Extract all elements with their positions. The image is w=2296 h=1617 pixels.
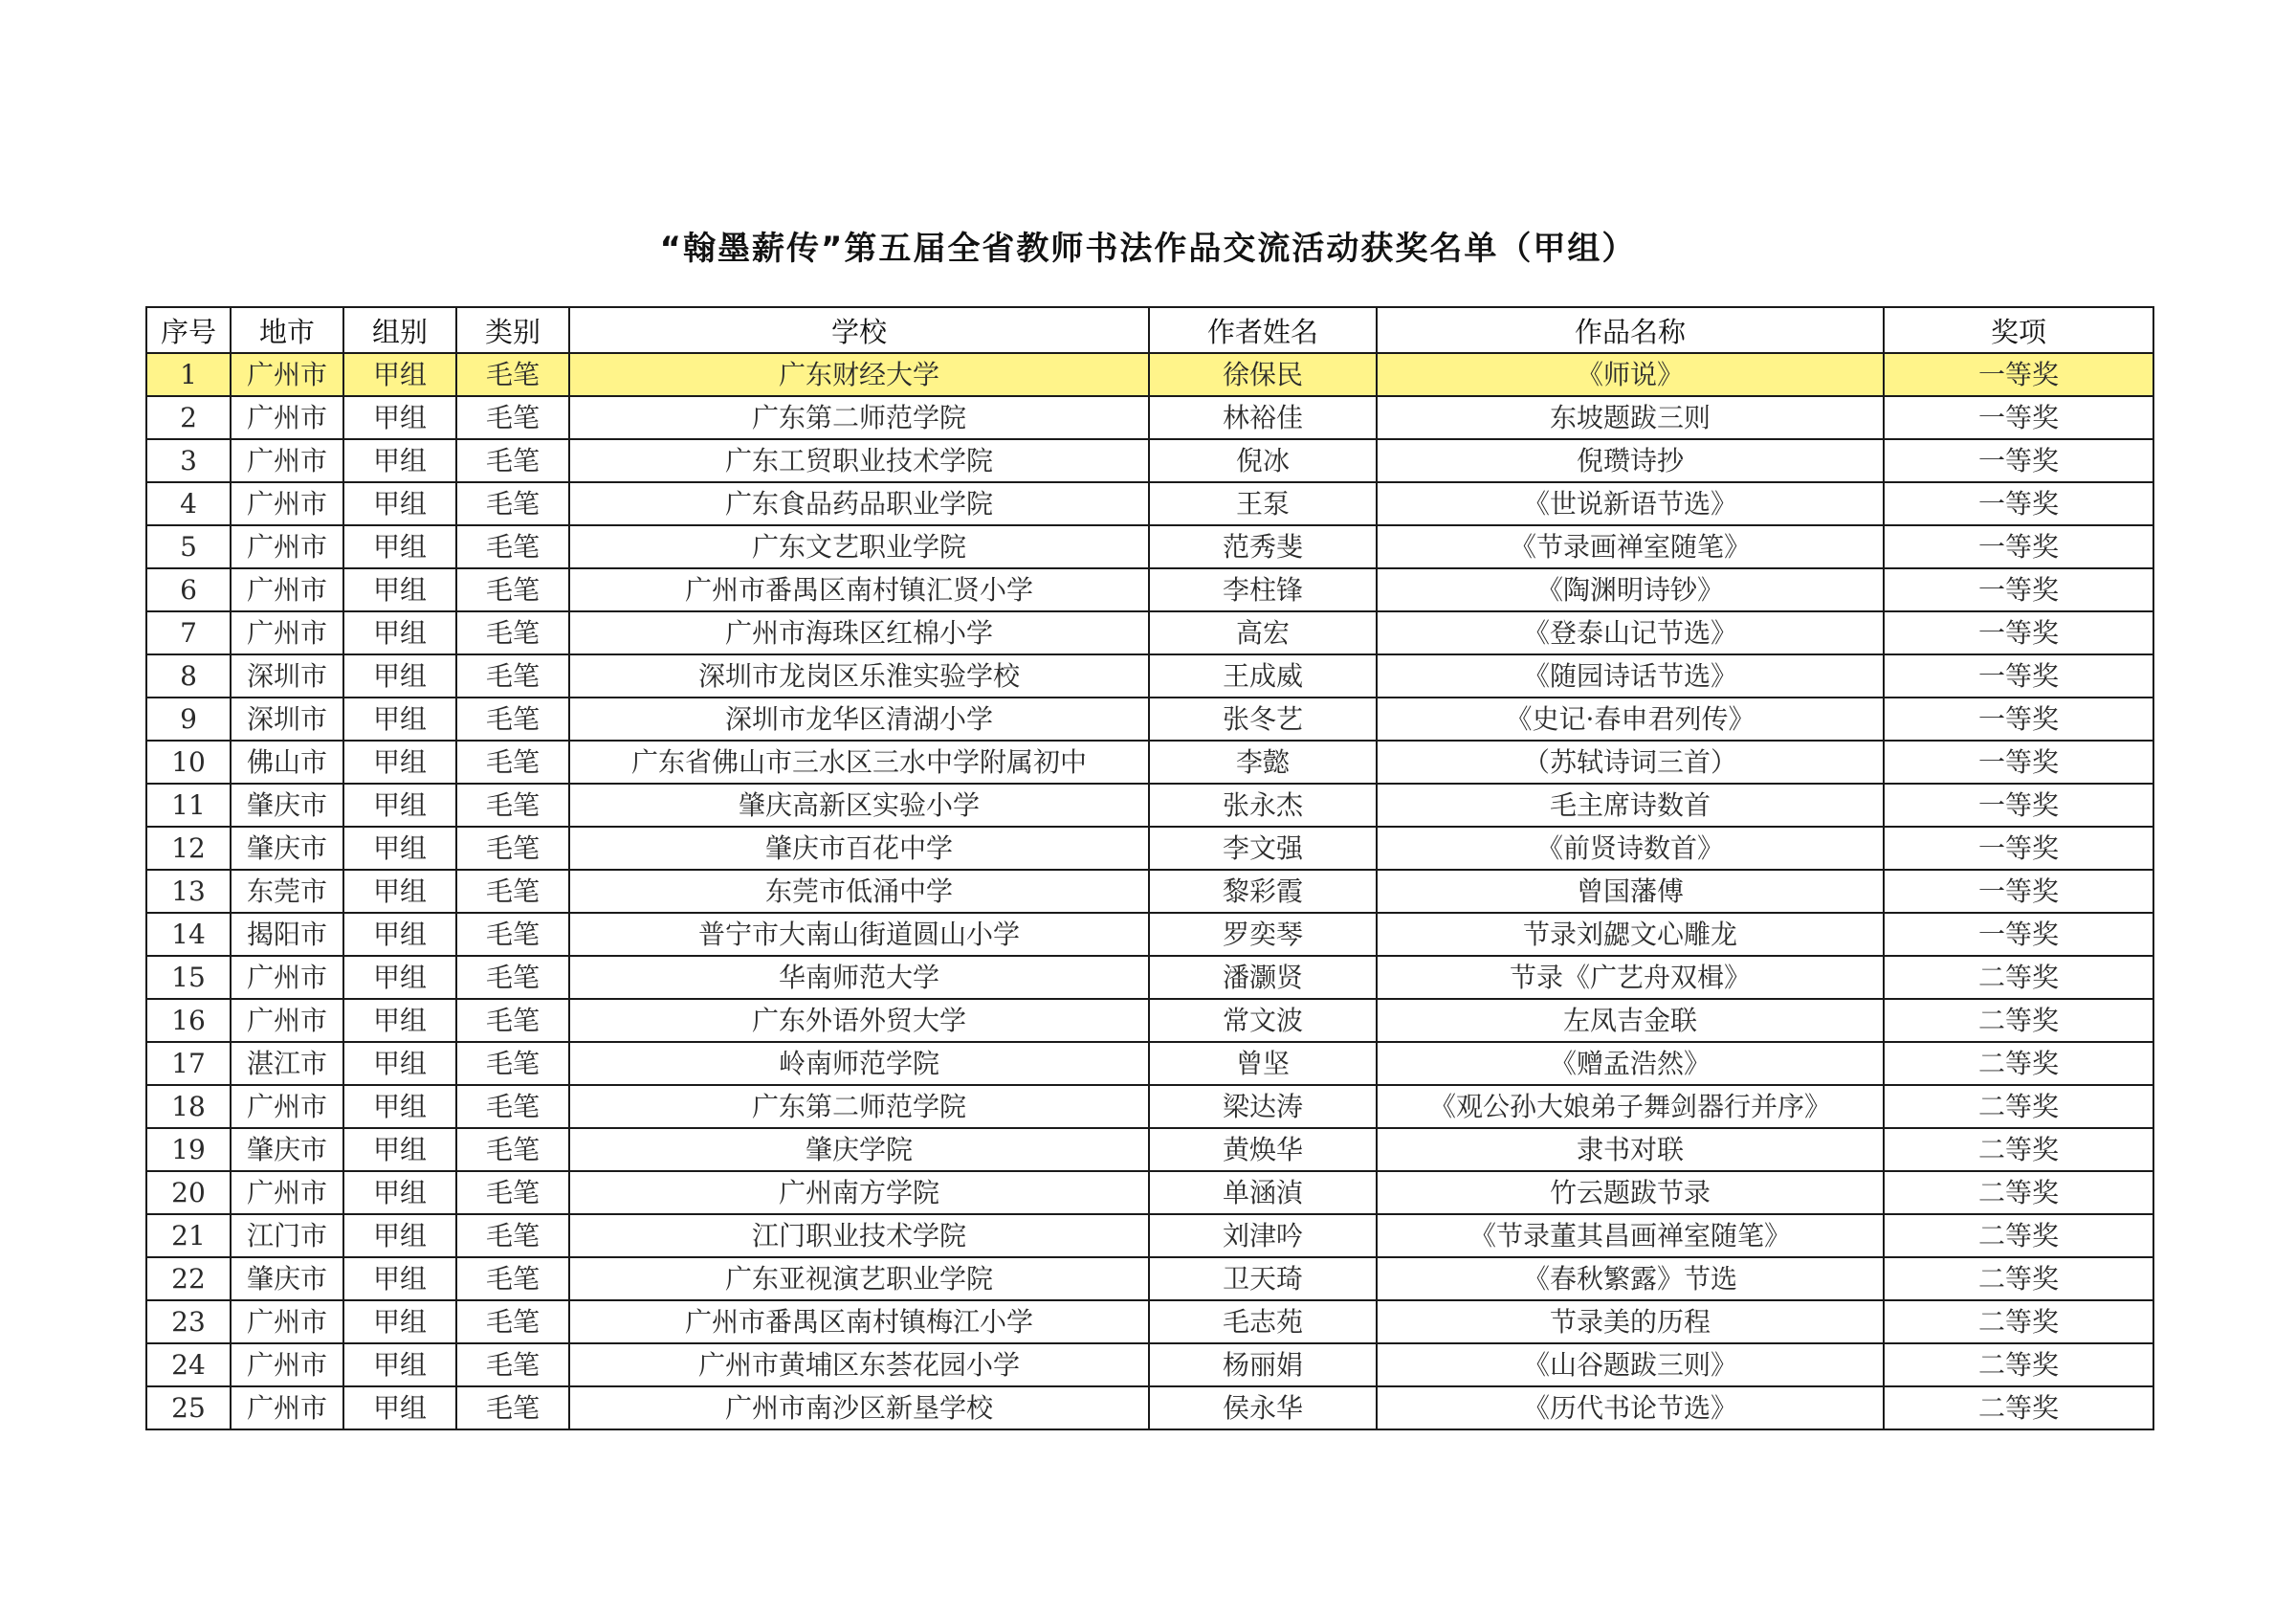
cell-award: 二等奖 bbox=[1884, 1386, 2153, 1429]
cell-category: 毛笔 bbox=[456, 913, 569, 956]
cell-school: 广州市番禺区南村镇梅江小学 bbox=[569, 1300, 1149, 1343]
cell-group: 甲组 bbox=[343, 1386, 456, 1429]
cell-category: 毛笔 bbox=[456, 784, 569, 827]
cell-work: 《登泰山记节选》 bbox=[1377, 611, 1884, 654]
cell-award: 一等奖 bbox=[1884, 482, 2153, 525]
cell-author: 卫天琦 bbox=[1149, 1257, 1377, 1300]
cell-city: 广州市 bbox=[231, 956, 343, 999]
cell-city: 广州市 bbox=[231, 396, 343, 439]
cell-award: 一等奖 bbox=[1884, 784, 2153, 827]
header-group: 组别 bbox=[343, 307, 456, 353]
cell-city: 广州市 bbox=[231, 439, 343, 482]
cell-school: 华南师范大学 bbox=[569, 956, 1149, 999]
cell-award: 一等奖 bbox=[1884, 870, 2153, 913]
cell-work: 倪瓒诗抄 bbox=[1377, 439, 1884, 482]
cell-no: 21 bbox=[146, 1214, 231, 1257]
cell-author: 林裕佳 bbox=[1149, 396, 1377, 439]
cell-city: 深圳市 bbox=[231, 654, 343, 698]
table-row bbox=[146, 784, 2153, 827]
cell-school: 肇庆学院 bbox=[569, 1128, 1149, 1171]
cell-work: 节录刘勰文心雕龙 bbox=[1377, 913, 1884, 956]
cell-city: 深圳市 bbox=[231, 698, 343, 741]
cell-no: 13 bbox=[146, 870, 231, 913]
cell-work: 隶书对联 bbox=[1377, 1128, 1884, 1171]
cell-school: 广东第二师范学院 bbox=[569, 396, 1149, 439]
cell-award: 一等奖 bbox=[1884, 741, 2153, 784]
cell-award: 一等奖 bbox=[1884, 913, 2153, 956]
cell-city: 肇庆市 bbox=[231, 1128, 343, 1171]
cell-city: 佛山市 bbox=[231, 741, 343, 784]
cell-group: 甲组 bbox=[343, 1300, 456, 1343]
cell-school: 广东外语外贸大学 bbox=[569, 999, 1149, 1042]
table-row bbox=[146, 654, 2153, 698]
cell-work: 节录美的历程 bbox=[1377, 1300, 1884, 1343]
cell-work: 《观公孙大娘弟子舞剑器行并序》 bbox=[1377, 1085, 1884, 1128]
cell-group: 甲组 bbox=[343, 698, 456, 741]
cell-work: 《山谷题跋三则》 bbox=[1377, 1343, 1884, 1386]
cell-school: 广州市黄埔区东荟花园小学 bbox=[569, 1343, 1149, 1386]
cell-award: 一等奖 bbox=[1884, 698, 2153, 741]
cell-group: 甲组 bbox=[343, 1128, 456, 1171]
cell-school: 广州南方学院 bbox=[569, 1171, 1149, 1214]
cell-award: 一等奖 bbox=[1884, 396, 2153, 439]
cell-city: 广州市 bbox=[231, 1386, 343, 1429]
cell-award: 二等奖 bbox=[1884, 1085, 2153, 1128]
cell-author: 毛志苑 bbox=[1149, 1300, 1377, 1343]
cell-work: 《赠孟浩然》 bbox=[1377, 1042, 1884, 1085]
cell-group: 甲组 bbox=[343, 784, 456, 827]
cell-city: 东莞市 bbox=[231, 870, 343, 913]
cell-author: 单涵湞 bbox=[1149, 1171, 1377, 1214]
cell-no: 2 bbox=[146, 396, 231, 439]
header-work: 作品名称 bbox=[1377, 307, 1884, 353]
cell-school: 广东文艺职业学院 bbox=[569, 525, 1149, 568]
cell-award: 二等奖 bbox=[1884, 1343, 2153, 1386]
cell-school: 岭南师范学院 bbox=[569, 1042, 1149, 1085]
page-title: “翰墨薪传”第五届全省教师书法作品交流活动获奖名单（甲组） bbox=[659, 230, 1637, 268]
cell-no: 5 bbox=[146, 525, 231, 568]
cell-category: 毛笔 bbox=[456, 396, 569, 439]
cell-award: 一等奖 bbox=[1884, 353, 2153, 396]
header-author: 作者姓名 bbox=[1149, 307, 1377, 353]
cell-award: 二等奖 bbox=[1884, 999, 2153, 1042]
cell-award: 二等奖 bbox=[1884, 1128, 2153, 1171]
cell-work: 《春秋繁露》节选 bbox=[1377, 1257, 1884, 1300]
cell-author: 黎彩霞 bbox=[1149, 870, 1377, 913]
cell-author: 李文强 bbox=[1149, 827, 1377, 870]
cell-city: 肇庆市 bbox=[231, 827, 343, 870]
table-row bbox=[146, 1042, 2153, 1085]
cell-category: 毛笔 bbox=[456, 1085, 569, 1128]
cell-category: 毛笔 bbox=[456, 1386, 569, 1429]
cell-category: 毛笔 bbox=[456, 999, 569, 1042]
cell-author: 潘灏贤 bbox=[1149, 956, 1377, 999]
cell-work: 竹云题跋节录 bbox=[1377, 1171, 1884, 1214]
cell-work: 《节录董其昌画禅室随笔》 bbox=[1377, 1214, 1884, 1257]
cell-author: 罗奕琴 bbox=[1149, 913, 1377, 956]
cell-city: 广州市 bbox=[231, 1171, 343, 1214]
table-row bbox=[146, 1300, 2153, 1343]
cell-no: 9 bbox=[146, 698, 231, 741]
table-row bbox=[146, 1085, 2153, 1128]
cell-award: 一等奖 bbox=[1884, 827, 2153, 870]
cell-group: 甲组 bbox=[343, 956, 456, 999]
cell-city: 广州市 bbox=[231, 1343, 343, 1386]
table-row bbox=[146, 827, 2153, 870]
table-row bbox=[146, 956, 2153, 999]
cell-school: 东莞市低涌中学 bbox=[569, 870, 1149, 913]
cell-category: 毛笔 bbox=[456, 1214, 569, 1257]
cell-school: 广东亚视演艺职业学院 bbox=[569, 1257, 1149, 1300]
table-row bbox=[146, 1171, 2153, 1214]
cell-category: 毛笔 bbox=[456, 654, 569, 698]
cell-author: 侯永华 bbox=[1149, 1386, 1377, 1429]
cell-work: （苏轼诗词三首） bbox=[1377, 741, 1884, 784]
cell-group: 甲组 bbox=[343, 654, 456, 698]
table-header-row bbox=[146, 307, 2153, 353]
cell-author: 张冬艺 bbox=[1149, 698, 1377, 741]
cell-school: 深圳市龙华区清湖小学 bbox=[569, 698, 1149, 741]
cell-city: 广州市 bbox=[231, 568, 343, 611]
cell-city: 广州市 bbox=[231, 1085, 343, 1128]
cell-school: 广州市海珠区红棉小学 bbox=[569, 611, 1149, 654]
cell-group: 甲组 bbox=[343, 396, 456, 439]
table-row bbox=[146, 1128, 2153, 1171]
cell-no: 4 bbox=[146, 482, 231, 525]
header-no: 序号 bbox=[146, 307, 231, 353]
cell-city: 广州市 bbox=[231, 611, 343, 654]
cell-category: 毛笔 bbox=[456, 353, 569, 396]
cell-school: 广东第二师范学院 bbox=[569, 1085, 1149, 1128]
cell-work: 《史记·春申君列传》 bbox=[1377, 698, 1884, 741]
cell-category: 毛笔 bbox=[456, 1257, 569, 1300]
table-row bbox=[146, 439, 2153, 482]
cell-work: 《陶渊明诗钞》 bbox=[1377, 568, 1884, 611]
cell-no: 8 bbox=[146, 654, 231, 698]
table-row bbox=[146, 1386, 2153, 1429]
table-row bbox=[146, 611, 2153, 654]
cell-group: 甲组 bbox=[343, 999, 456, 1042]
table-row bbox=[146, 1343, 2153, 1386]
cell-no: 17 bbox=[146, 1042, 231, 1085]
cell-award: 二等奖 bbox=[1884, 1214, 2153, 1257]
cell-work: 曾国藩傅 bbox=[1377, 870, 1884, 913]
table-row bbox=[146, 1214, 2153, 1257]
cell-work: 《前贤诗数首》 bbox=[1377, 827, 1884, 870]
cell-no: 12 bbox=[146, 827, 231, 870]
cell-city: 揭阳市 bbox=[231, 913, 343, 956]
cell-work: 《师说》 bbox=[1377, 353, 1884, 396]
cell-no: 1 bbox=[146, 353, 231, 396]
cell-school: 广东食品药品职业学院 bbox=[569, 482, 1149, 525]
cell-award: 一等奖 bbox=[1884, 525, 2153, 568]
cell-no: 23 bbox=[146, 1300, 231, 1343]
cell-city: 肇庆市 bbox=[231, 1257, 343, 1300]
cell-category: 毛笔 bbox=[456, 741, 569, 784]
cell-work: 左凤吉金联 bbox=[1377, 999, 1884, 1042]
cell-award: 二等奖 bbox=[1884, 1042, 2153, 1085]
cell-category: 毛笔 bbox=[456, 482, 569, 525]
cell-city: 肇庆市 bbox=[231, 784, 343, 827]
cell-award: 二等奖 bbox=[1884, 1300, 2153, 1343]
cell-author: 王泵 bbox=[1149, 482, 1377, 525]
cell-no: 16 bbox=[146, 999, 231, 1042]
cell-no: 18 bbox=[146, 1085, 231, 1128]
cell-no: 15 bbox=[146, 956, 231, 999]
header-school: 学校 bbox=[569, 307, 1149, 353]
cell-group: 甲组 bbox=[343, 439, 456, 482]
cell-work: 毛主席诗数首 bbox=[1377, 784, 1884, 827]
cell-category: 毛笔 bbox=[456, 568, 569, 611]
cell-group: 甲组 bbox=[343, 827, 456, 870]
cell-author: 李柱锋 bbox=[1149, 568, 1377, 611]
cell-school: 广东省佛山市三水区三水中学附属初中 bbox=[569, 741, 1149, 784]
cell-group: 甲组 bbox=[343, 741, 456, 784]
cell-group: 甲组 bbox=[343, 568, 456, 611]
table-row bbox=[146, 698, 2153, 741]
cell-no: 22 bbox=[146, 1257, 231, 1300]
cell-city: 广州市 bbox=[231, 1300, 343, 1343]
cell-award: 一等奖 bbox=[1884, 439, 2153, 482]
cell-author: 曾坚 bbox=[1149, 1042, 1377, 1085]
cell-group: 甲组 bbox=[343, 1171, 456, 1214]
header-category: 类别 bbox=[456, 307, 569, 353]
cell-no: 3 bbox=[146, 439, 231, 482]
cell-author: 梁达涛 bbox=[1149, 1085, 1377, 1128]
cell-category: 毛笔 bbox=[456, 1171, 569, 1214]
cell-no: 11 bbox=[146, 784, 231, 827]
cell-award: 二等奖 bbox=[1884, 1257, 2153, 1300]
table-row bbox=[146, 482, 2153, 525]
cell-group: 甲组 bbox=[343, 1042, 456, 1085]
cell-author: 李懿 bbox=[1149, 741, 1377, 784]
cell-work: 东坡题跋三则 bbox=[1377, 396, 1884, 439]
cell-no: 24 bbox=[146, 1343, 231, 1386]
cell-group: 甲组 bbox=[343, 611, 456, 654]
cell-group: 甲组 bbox=[343, 1343, 456, 1386]
cell-group: 甲组 bbox=[343, 913, 456, 956]
table-row bbox=[146, 741, 2153, 784]
table-row bbox=[146, 396, 2153, 439]
cell-no: 6 bbox=[146, 568, 231, 611]
cell-award: 一等奖 bbox=[1884, 568, 2153, 611]
cell-work: 《世说新语节选》 bbox=[1377, 482, 1884, 525]
cell-category: 毛笔 bbox=[456, 956, 569, 999]
cell-school: 广州市番禺区南村镇汇贤小学 bbox=[569, 568, 1149, 611]
cell-school: 肇庆市百花中学 bbox=[569, 827, 1149, 870]
table-row bbox=[146, 999, 2153, 1042]
table-row bbox=[146, 1257, 2153, 1300]
cell-author: 刘津吟 bbox=[1149, 1214, 1377, 1257]
cell-author: 杨丽娟 bbox=[1149, 1343, 1377, 1386]
cell-work: 《随园诗话节选》 bbox=[1377, 654, 1884, 698]
cell-school: 广东工贸职业技术学院 bbox=[569, 439, 1149, 482]
cell-school: 普宁市大南山街道圆山小学 bbox=[569, 913, 1149, 956]
cell-city: 广州市 bbox=[231, 353, 343, 396]
cell-author: 张永杰 bbox=[1149, 784, 1377, 827]
cell-author: 黄焕华 bbox=[1149, 1128, 1377, 1171]
cell-city: 湛江市 bbox=[231, 1042, 343, 1085]
cell-category: 毛笔 bbox=[456, 698, 569, 741]
award-table bbox=[145, 306, 2154, 1430]
cell-work: 《历代书论节选》 bbox=[1377, 1386, 1884, 1429]
cell-group: 甲组 bbox=[343, 525, 456, 568]
cell-award: 二等奖 bbox=[1884, 956, 2153, 999]
cell-school: 肇庆高新区实验小学 bbox=[569, 784, 1149, 827]
table-row bbox=[146, 353, 2153, 396]
cell-category: 毛笔 bbox=[456, 1128, 569, 1171]
cell-city: 广州市 bbox=[231, 999, 343, 1042]
cell-work: 节录《广艺舟双楫》 bbox=[1377, 956, 1884, 999]
cell-category: 毛笔 bbox=[456, 827, 569, 870]
cell-category: 毛笔 bbox=[456, 870, 569, 913]
header-city: 地市 bbox=[231, 307, 343, 353]
table-row bbox=[146, 525, 2153, 568]
cell-award: 一等奖 bbox=[1884, 654, 2153, 698]
cell-school: 江门职业技术学院 bbox=[569, 1214, 1149, 1257]
cell-school: 广东财经大学 bbox=[569, 353, 1149, 396]
cell-author: 高宏 bbox=[1149, 611, 1377, 654]
table-row bbox=[146, 870, 2153, 913]
cell-category: 毛笔 bbox=[456, 1300, 569, 1343]
cell-group: 甲组 bbox=[343, 1085, 456, 1128]
cell-city: 江门市 bbox=[231, 1214, 343, 1257]
cell-no: 20 bbox=[146, 1171, 231, 1214]
cell-group: 甲组 bbox=[343, 1214, 456, 1257]
cell-work: 《节录画禅室随笔》 bbox=[1377, 525, 1884, 568]
cell-author: 常文波 bbox=[1149, 999, 1377, 1042]
cell-no: 10 bbox=[146, 741, 231, 784]
cell-no: 19 bbox=[146, 1128, 231, 1171]
cell-author: 王成威 bbox=[1149, 654, 1377, 698]
header-award: 奖项 bbox=[1884, 307, 2153, 353]
cell-no: 25 bbox=[146, 1386, 231, 1429]
cell-group: 甲组 bbox=[343, 1257, 456, 1300]
table-row bbox=[146, 913, 2153, 956]
cell-award: 二等奖 bbox=[1884, 1171, 2153, 1214]
cell-group: 甲组 bbox=[343, 353, 456, 396]
cell-category: 毛笔 bbox=[456, 1042, 569, 1085]
cell-category: 毛笔 bbox=[456, 1343, 569, 1386]
cell-category: 毛笔 bbox=[456, 525, 569, 568]
table-row bbox=[146, 568, 2153, 611]
cell-city: 广州市 bbox=[231, 482, 343, 525]
cell-group: 甲组 bbox=[343, 482, 456, 525]
cell-category: 毛笔 bbox=[456, 611, 569, 654]
cell-award: 一等奖 bbox=[1884, 611, 2153, 654]
cell-city: 广州市 bbox=[231, 525, 343, 568]
cell-school: 深圳市龙岗区乐淮实验学校 bbox=[569, 654, 1149, 698]
cell-author: 范秀斐 bbox=[1149, 525, 1377, 568]
cell-no: 14 bbox=[146, 913, 231, 956]
cell-category: 毛笔 bbox=[456, 439, 569, 482]
cell-group: 甲组 bbox=[343, 870, 456, 913]
cell-school: 广州市南沙区新垦学校 bbox=[569, 1386, 1149, 1429]
cell-author: 徐保民 bbox=[1149, 353, 1377, 396]
cell-no: 7 bbox=[146, 611, 231, 654]
cell-author: 倪冰 bbox=[1149, 439, 1377, 482]
